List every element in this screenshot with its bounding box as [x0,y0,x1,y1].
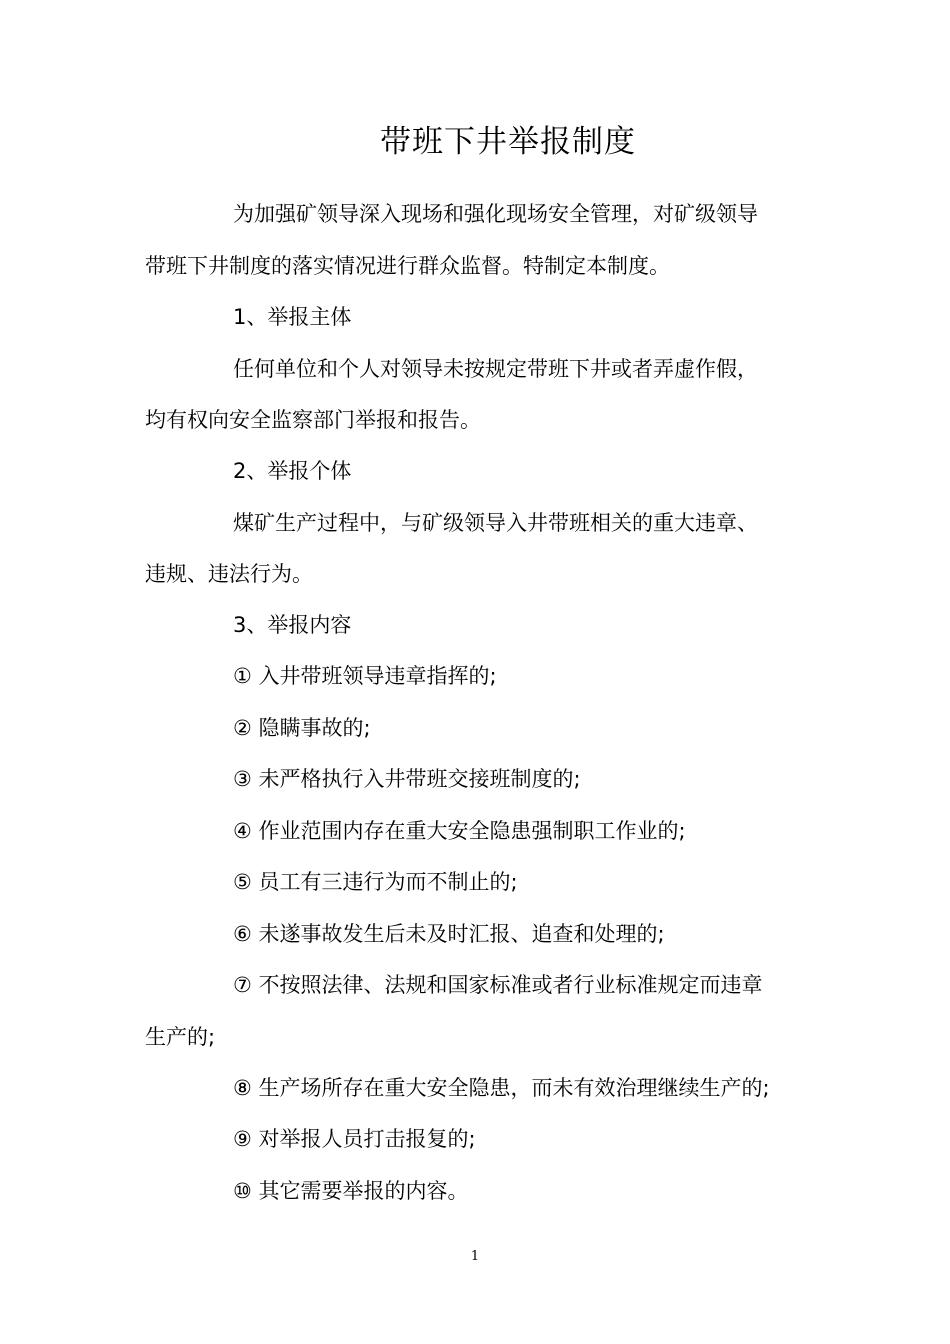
section-2-paragraph-line-2: 违规、违法行为。 [145,562,313,586]
list-item: ⑥ 未遂事故发生后未及时汇报、追查和处理的; [233,922,665,946]
list-item: ⑩ 其它需要举报的内容。 [233,1179,469,1203]
document-title: 带班下井举报制度 [380,124,636,160]
list-item-continuation: 生产的; [145,1025,216,1049]
list-item: ⑦ 不按照法律、法规和国家标准或者行业标准规定而违章 [233,973,763,997]
section-1-paragraph-line-1: 任何单位和个人对领导未按规定带班下井或者弄虚作假， [233,357,758,381]
section-1-paragraph-line-2: 均有权向安全监察部门举报和报告。 [145,408,481,432]
page-number: 1 [470,1249,480,1264]
list-item: ② 隐瞒事故的; [233,716,371,740]
list-item: ④ 作业范围内存在重大安全隐患强制职工作业的; [233,819,686,843]
list-item: ① 入井带班领导违章指挥的; [233,664,497,688]
list-item: ⑨ 对举报人员打击报复的; [233,1127,476,1151]
section-heading-content: 3、举报内容 [233,613,352,637]
list-item: ③ 未严格执行入井带班交接班制度的; [233,767,581,791]
section-heading-individual: 2、举报个体 [233,459,352,483]
list-item: ⑤ 员工有三违行为而不制止的; [233,870,518,894]
section-2-paragraph-line-1: 煤矿生产过程中，与矿级领导入井带班相关的重大违章、 [233,511,758,535]
section-heading-subject: 1、举报主体 [233,305,352,329]
list-item: ⑧ 生产场所存在重大安全隐患，而未有效治理继续生产的; [233,1076,770,1100]
intro-paragraph-line-1: 为加强矿领导深入现场和强化现场安全管理，对矿级领导 [233,202,758,226]
intro-paragraph-line-2: 带班下井制度的落实情况进行群众监督。特制定本制度。 [145,254,670,278]
